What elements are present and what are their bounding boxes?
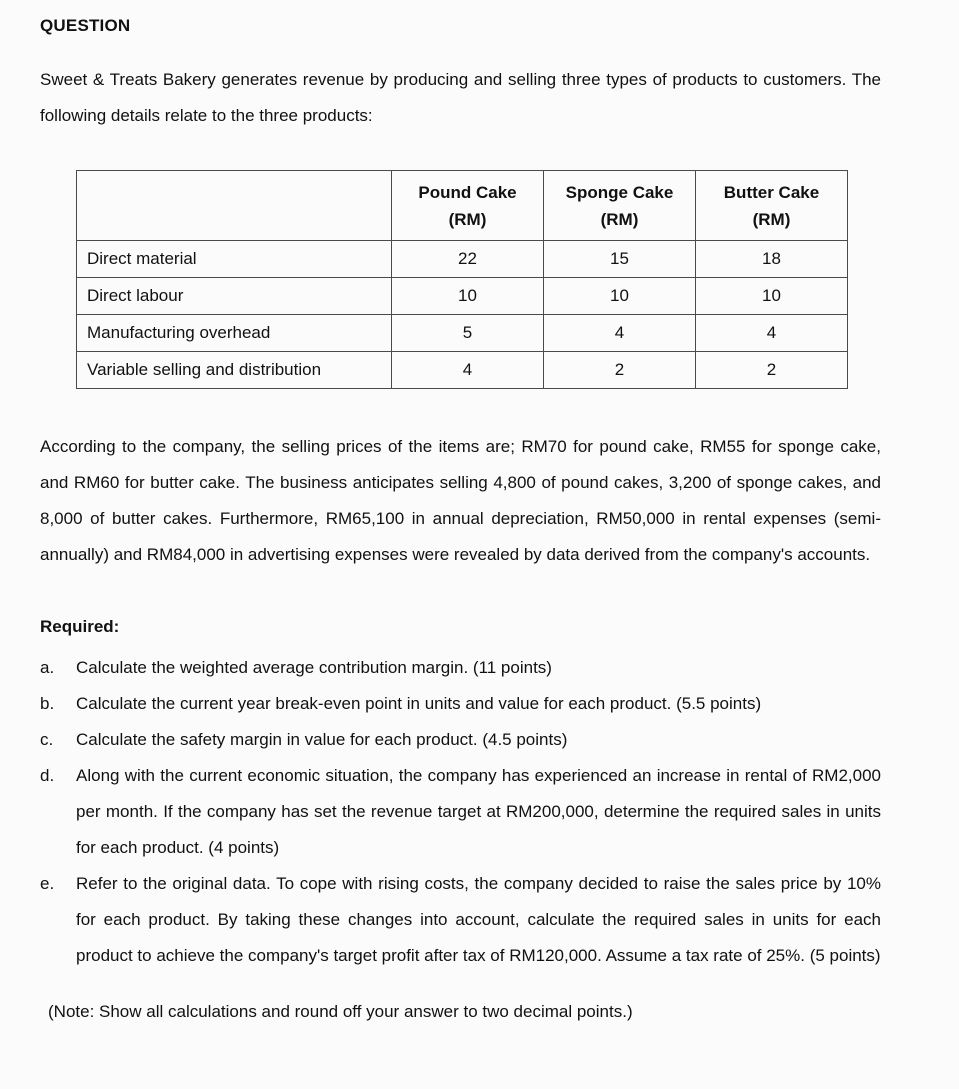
question-title: QUESTION — [40, 16, 131, 35]
table-header — [77, 171, 848, 241]
cell-value: 10 — [392, 278, 544, 315]
row-label: Direct material — [77, 241, 392, 278]
requirement-letter: b. — [40, 694, 55, 713]
row-label: Manufacturing overhead — [77, 315, 392, 352]
cell-value: 4 — [392, 352, 544, 389]
note-text: (Note: Show all calculations and round off your answer to two decimal points.) — [48, 1002, 633, 1021]
requirement-item-c — [40, 722, 881, 758]
requirement-item-d — [40, 758, 881, 866]
column-unit: (RM) — [448, 210, 487, 229]
requirement-letter: c. — [40, 730, 54, 749]
body-paragraph: According to the company, the selling prices of the items are; RM70 for pound cake, RM55 for sponge cake, and RM60 for butter cake. The business anticipates selling 4,800 of pound cakes, 3,200 of sponge cakes, and 8,000 of butter cakes. Furthermore, RM65,100 in annual depreciation, RM50,000 in rental expenses (semi-annually) and RM84,000 in advertising expenses were revealed by data derived from the company's accounts. — [40, 437, 881, 564]
requirement-item-a — [40, 650, 881, 686]
table-corner-cell — [77, 171, 392, 241]
table-body — [77, 241, 848, 389]
cell-value: 4 — [696, 315, 848, 352]
cell-value: 5 — [392, 315, 544, 352]
requirement-letter: d. — [40, 766, 55, 785]
cell-value: 18 — [696, 241, 848, 278]
requirement-letter: e. — [40, 874, 55, 893]
column-header-sponge-cake — [544, 171, 696, 241]
column-name: Sponge Cake — [565, 183, 674, 202]
requirement-letter: a. — [40, 658, 55, 677]
requirement-item-e — [40, 866, 881, 974]
requirement-text: Along with the current economic situation, the company has experienced an increase in rental of RM2,000 per month. If the company has set the revenue target at RM200,000, determine the required sales in units for each product. (4 points) — [76, 766, 881, 857]
intro-paragraph: Sweet & Treats Bakery generates revenue by producing and selling three types of products to customers. The following details relate to the three products: — [40, 70, 881, 125]
requirement-item-b — [40, 686, 881, 722]
row-label: Variable selling and distribution — [77, 352, 392, 389]
column-header-pound-cake — [392, 171, 544, 241]
product-cost-table — [76, 170, 848, 389]
table-row-variable-selling — [77, 352, 848, 389]
column-unit: (RM) — [752, 210, 791, 229]
table-row-manufacturing-overhead — [77, 315, 848, 352]
cell-value: 15 — [544, 241, 696, 278]
column-name: Butter Cake — [723, 183, 820, 202]
required-heading: Required: — [40, 617, 120, 636]
column-unit: (RM) — [600, 210, 639, 229]
requirement-text: Calculate the weighted average contribution margin. (11 points) — [76, 658, 552, 677]
cell-value: 2 — [544, 352, 696, 389]
cell-value: 10 — [544, 278, 696, 315]
requirement-text: Calculate the safety margin in value for each product. (4.5 points) — [76, 730, 568, 749]
table-row-direct-material — [77, 241, 848, 278]
cell-value: 10 — [696, 278, 848, 315]
row-label: Direct labour — [77, 278, 392, 315]
cell-value: 4 — [544, 315, 696, 352]
cell-value: 2 — [696, 352, 848, 389]
requirements-list — [40, 650, 881, 974]
table-header-row — [77, 171, 848, 241]
requirement-text: Calculate the current year break-even point in units and value for each product. (5.5 points) — [76, 694, 762, 713]
cell-value: 22 — [392, 241, 544, 278]
requirement-text: Refer to the original data. To cope with rising costs, the company decided to raise the sales price by 10% for each product. By taking these changes into account, calculate the required sales in units for each product to achieve the company's target profit after tax of RM120,000. Assume a tax rate of 25%. (5 points) — [76, 874, 881, 965]
table-row-direct-labour — [77, 278, 848, 315]
column-header-butter-cake — [696, 171, 848, 241]
column-name: Pound Cake — [418, 183, 517, 202]
